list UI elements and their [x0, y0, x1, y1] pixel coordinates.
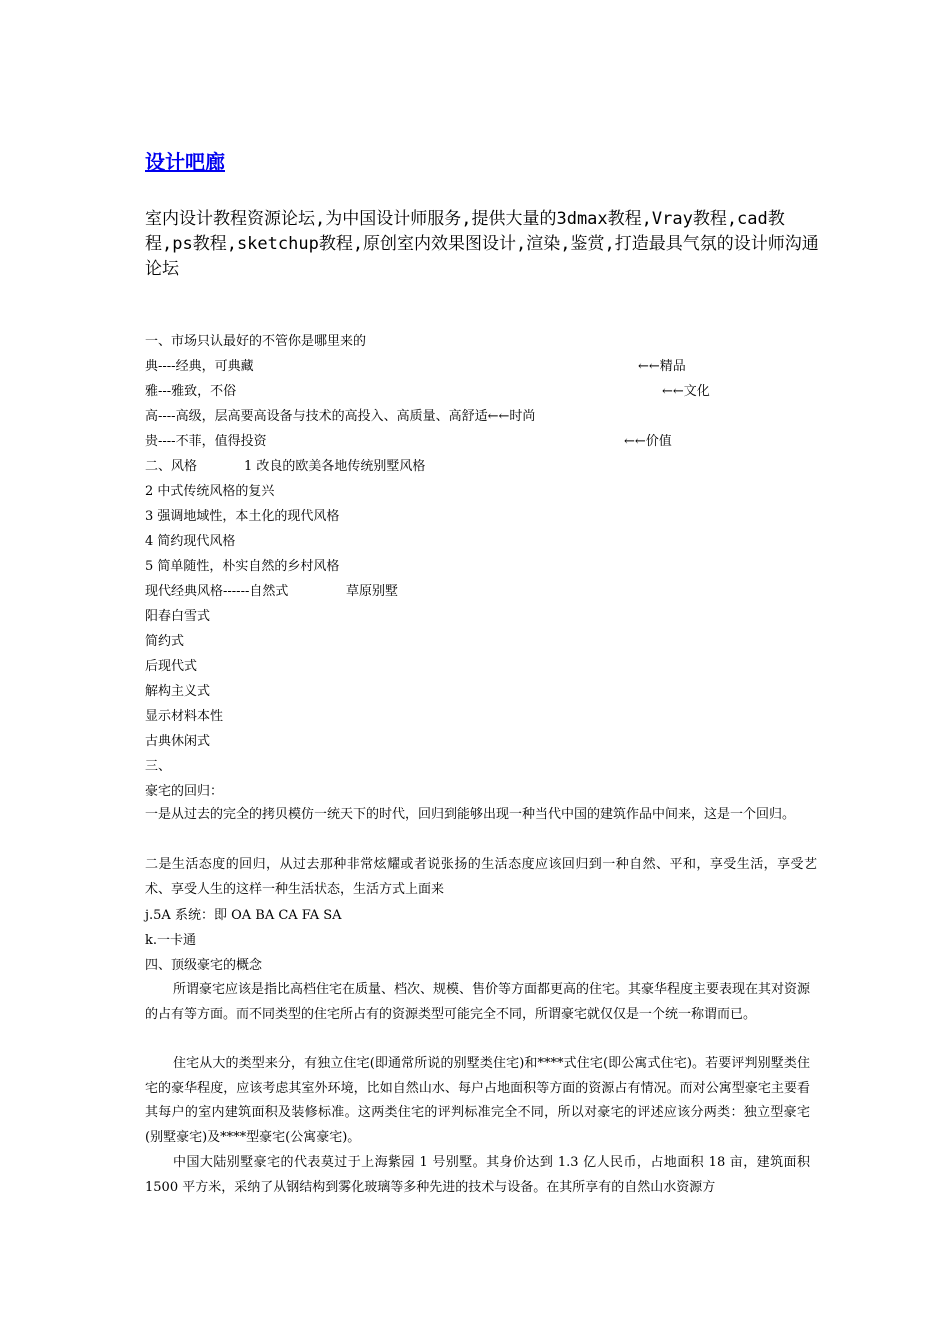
section2-heading: 二、风格 [145, 459, 198, 474]
luxury-paragraph-3: 中国大陆别墅豪宅的代表莫过于上海紫园 1 号别墅。其身价达到 1.3 亿人民币，占地面积 18 亩，建筑面积 1500 平方米，采纳了从钢结构到雾化玻璃等多种先进的技术与设备。在其所享有的自然山水资源方 [145, 1155, 810, 1195]
luxury-paragraph-1: 所谓豪宅应该是指比高档住宅在质量、档次、规模、售价等方面都更高的住宅。其豪华程度主要表现在其对资源的占有等方面。而不同类型的住宅所占有的资源类型可能完全不同，所谓豪宅就仅仅是一个统一称谓而已。 [145, 982, 811, 1022]
return-paragraph-2: 二是生活态度的回归，从过去那种非常炫耀或者说张扬的生活态度应该回归到一种自然、平和，享受生活，享受艺术、享受人生的这样一种生活状态，生活方式上面来 [145, 857, 817, 897]
style-name: 显示材料本性 [145, 709, 224, 724]
one-card-line: k.一卡通 [145, 933, 197, 948]
row-gui-left: 贵----不菲，值得投资 [145, 434, 267, 449]
row-gao-left: 高----高级，层高要高设备与技术的高投入、高质量、高舒适←←时尚 [145, 409, 536, 424]
section1-heading: 一、市场只认最好的不管你是哪里来的 [145, 334, 367, 349]
row-gui-right: ←←价值 [624, 434, 672, 449]
intro-paragraph: 室内设计教程资源论坛,为中国设计师服务,提供大量的3dmax教程,Vray教程,cad教程,ps教程,sketchup教程,原创室内效果图设计,渲染,鉴赏,打造最具气氛的设计师沟通论坛 [145, 209, 819, 279]
system-5a-line: j.5A 系统：即 OA BA CA FA SA [145, 908, 342, 923]
style-name: 阳春白雪式 [145, 609, 211, 624]
style-item-1: 1 改良的欧美各地传统别墅风格 [244, 459, 426, 474]
row-ya-left: 雅---雅致，不俗 [145, 384, 237, 399]
style-name: 古典休闲式 [145, 734, 211, 749]
section3-subheading: 豪宅的回归： [145, 784, 224, 799]
row-ya-right: ←←文化 [662, 384, 710, 399]
row-dian-left: 典----经典，可典藏 [145, 359, 254, 374]
style-item-4: 4 简约现代风格 [145, 534, 236, 549]
section3-heading: 三、 [145, 759, 172, 774]
modern-classic-label: 现代经典风格------自然式 [145, 584, 289, 599]
style-name: 解构主义式 [145, 684, 211, 699]
modern-classic-extra: 草原别墅 [346, 584, 399, 599]
style-item-5: 5 简单随性，朴实自然的乡村风格 [145, 559, 340, 574]
style-item-3: 3 强调地域性，本土化的现代风格 [145, 509, 340, 524]
row-dian-right: ←←精品 [638, 359, 686, 374]
style-name: 后现代式 [145, 659, 198, 674]
luxury-paragraph-2: 住宅从大的类型来分，有独立住宅(即通常所说的别墅类住宅)和****式住宅(即公寓式住宅)。若要评判别墅类住宅的豪华程度，应该考虑其室外环境，比如自然山水、每户占地面积等方面的资源占有情况。而对公寓型豪宅主要看其每户的室内建筑面积及装修标准。这两类住宅的评判标准完全不同，所以对豪宅的评述应该分两类：独立型豪宅(别墅豪宅)及****型豪宅(公寓豪宅)。 [145, 1056, 810, 1146]
style-item-2: 2 中式传统风格的复兴 [145, 484, 275, 499]
style-name: 简约式 [145, 634, 185, 649]
return-paragraph-1: 一是从过去的完全的拷贝模仿一统天下的时代，回归到能够出现一种当代中国的建筑作品中间来，这是一个回归。 [145, 807, 796, 822]
section4-heading: 四、顶级豪宅的概念 [145, 958, 263, 973]
site-title-link[interactable]: 设计吧廊 [145, 150, 225, 174]
